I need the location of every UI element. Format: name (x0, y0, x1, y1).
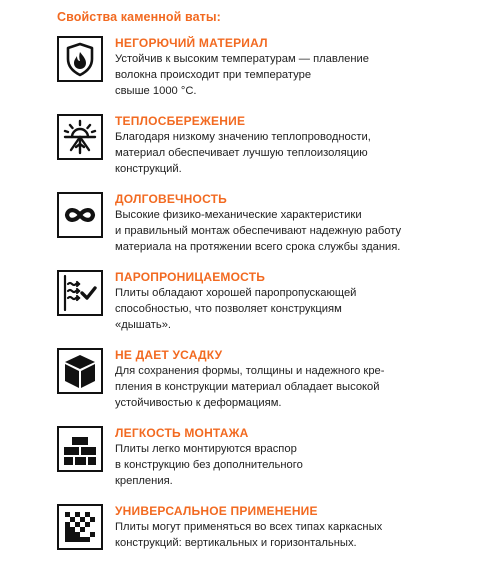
item-title: НЕГОРЮЧИЙ МАТЕРИАЛ (115, 36, 268, 50)
item-title: НЕ ДАЕТ УСАДКУ (115, 348, 223, 362)
item-description: Устойчив к высоким температурам — плавление волокна происходит при температуре свыше 1000 °С. (115, 53, 369, 97)
property-item-fireproof (57, 36, 487, 100)
item-description: Плиты могут применяться во всех типах каркасных конструкций: вертикальных и горизонтальных. (115, 521, 383, 549)
cube-icon (57, 348, 103, 394)
item-title: ПАРОПРОНИЦАЕМОСТЬ (115, 270, 266, 284)
item-title: ТЕПЛОСБЕРЕЖЕНИЕ (115, 114, 246, 128)
item-title: ДОЛГОВЕЧНОСТЬ (115, 192, 228, 206)
property-item-durability (57, 192, 487, 256)
item-title: УНИВЕРСАЛЬНОЕ ПРИМЕНЕНИЕ (115, 504, 318, 518)
property-item-easy-installation (57, 426, 487, 490)
item-description: Высокие физико-механические характеристики и правильный монтаж обеспечивают надежную работу материала на протяжении всего срока службы здания. (115, 209, 402, 253)
property-item-heat-saving (57, 114, 487, 178)
property-item-no-shrinkage (57, 348, 487, 412)
item-description: Плиты легко монтируются враспор в конструкцию без дополнительного крепления. (115, 443, 303, 487)
vapor-check-icon (57, 270, 103, 316)
property-item-universal-use (57, 504, 487, 568)
sun-snowflake-icon (57, 114, 103, 160)
pixel-grid-icon (57, 504, 103, 550)
fire-shield-icon (57, 36, 103, 82)
infinity-icon (57, 192, 103, 238)
property-item-vapor-permeability (57, 270, 487, 334)
item-title: ЛЕГКОСТЬ МОНТАЖА (115, 426, 249, 440)
item-description: Плиты обладают хорошей паропропускающей способностью, что позволяет конструкциям «дышать». (115, 287, 357, 331)
section-heading: Свойства каменной ваты: (57, 10, 221, 24)
item-description: Благодаря низкому значению теплопроводности, материал обеспечивает лучшую теплоизоляцию конструкций. (115, 131, 371, 175)
bricks-icon (57, 426, 103, 472)
item-description: Для сохранения формы, толщины и надежного кре- пления в конструкции материал обладает высокой устойчивостью к деформациям. (115, 365, 385, 409)
